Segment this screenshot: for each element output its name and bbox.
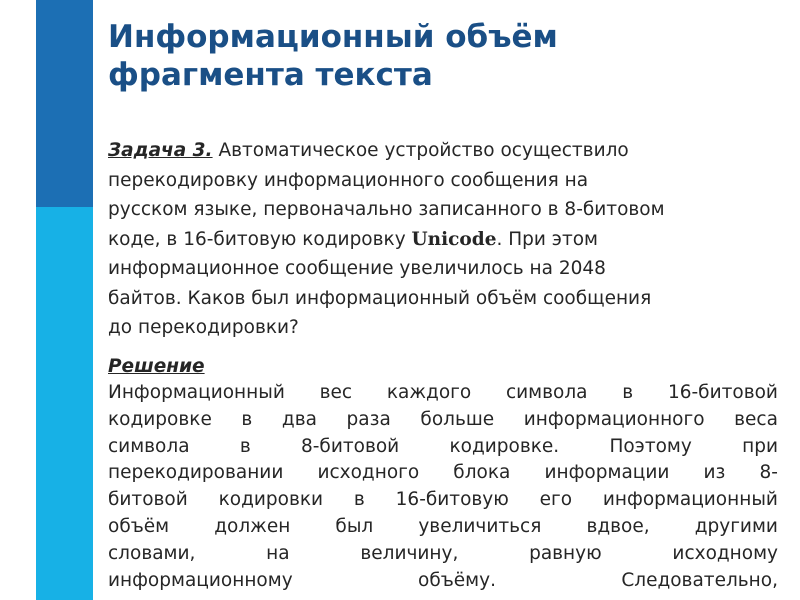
solution-word: был: [335, 515, 374, 537]
solution-word: символа: [505, 382, 588, 403]
solution-line: [108, 380, 778, 407]
solution-word: битовой: [108, 489, 188, 511]
solution-word: исходного: [317, 462, 420, 484]
solution-word: информационный: [602, 489, 778, 511]
solution-word: должен: [214, 515, 291, 537]
solution-word: объёму.: [418, 569, 496, 591]
solution-word: 8-битовой: [300, 435, 400, 457]
solution-word: веса: [734, 408, 778, 430]
solution-word: информационного: [523, 408, 705, 430]
task-line-6: байтов. Каков был информационный объём сообщения: [108, 287, 652, 309]
solution-word: его: [539, 489, 573, 511]
task-line-2: перекодировку информационного сообщения на: [108, 169, 589, 191]
task-line-4-after: . При этом: [496, 228, 598, 250]
solution-word: другими: [694, 515, 778, 537]
solution-word: в: [353, 489, 365, 511]
solution-word: символа: [108, 435, 190, 457]
solution-word: два: [281, 408, 317, 430]
task-line-4-before: коде, в 16-битовую кодировку: [108, 228, 412, 250]
solution-line: [108, 407, 778, 434]
solution-word: кодировки: [218, 489, 324, 511]
solution-word: увеличиться: [418, 515, 542, 537]
solution-word: величину,: [360, 542, 459, 564]
accent-bar-dark: [36, 0, 93, 207]
solution-line: [108, 487, 778, 514]
solution-word: кодировке.: [449, 435, 560, 457]
solution-word: вес: [319, 382, 353, 403]
task-line-1: Автоматическое устройство осуществило: [212, 140, 629, 161]
solution-line: [108, 568, 778, 595]
solution-word: больше: [420, 408, 495, 430]
task-line-3: русском языке, первоначально записанного в 8-битовом: [108, 199, 665, 220]
solution-line: [108, 434, 778, 461]
solution-word: в: [239, 435, 251, 457]
task-label: Задача 3.: [108, 140, 213, 161]
solution-word: информации: [544, 462, 670, 484]
solution-word: при: [742, 435, 778, 457]
solution-word: на: [266, 542, 290, 564]
solution-word: перекодировании: [108, 462, 284, 484]
title-line-2: фрагмента текста: [108, 57, 433, 93]
task-line-7: до перекодировки?: [108, 317, 299, 338]
solution-word: в: [622, 382, 634, 403]
solution-word: каждого: [386, 382, 472, 403]
solution-word: 16-битовой: [667, 382, 778, 403]
solution-line: [108, 514, 778, 541]
solution-line: [108, 541, 778, 568]
solution-word: раза: [346, 408, 391, 430]
solution-word: информационному: [108, 569, 293, 591]
task-statement: [108, 136, 778, 343]
task-line-5: информационное сообщение увеличилось на 2048: [108, 258, 606, 279]
solution-word: в: [241, 408, 253, 430]
solution-word: словами,: [108, 542, 196, 564]
title-line-1: Информационный объём: [108, 19, 558, 55]
solution-word: вдвое,: [586, 515, 650, 537]
solution-word: 16-битовую: [395, 489, 509, 511]
slide-title: [108, 18, 768, 94]
solution-word: Следовательно,: [621, 569, 778, 591]
unicode-term: Unicode: [411, 228, 497, 250]
solution-word: объём: [108, 515, 170, 537]
solution-word: блока: [453, 462, 511, 484]
solution-word: из: [703, 462, 726, 484]
solution-heading: Решение: [108, 356, 205, 377]
solution-line: [108, 460, 778, 487]
solution-word: 8-: [759, 462, 778, 484]
solution-word: равную: [529, 542, 602, 564]
solution-text: [108, 380, 778, 600]
solution-word: Информационный: [108, 382, 285, 403]
solution-word: исходному: [672, 542, 778, 564]
solution-word: кодировке: [108, 408, 212, 430]
solution-word: Поэтому: [609, 435, 692, 457]
accent-bar-light: [36, 207, 93, 600]
